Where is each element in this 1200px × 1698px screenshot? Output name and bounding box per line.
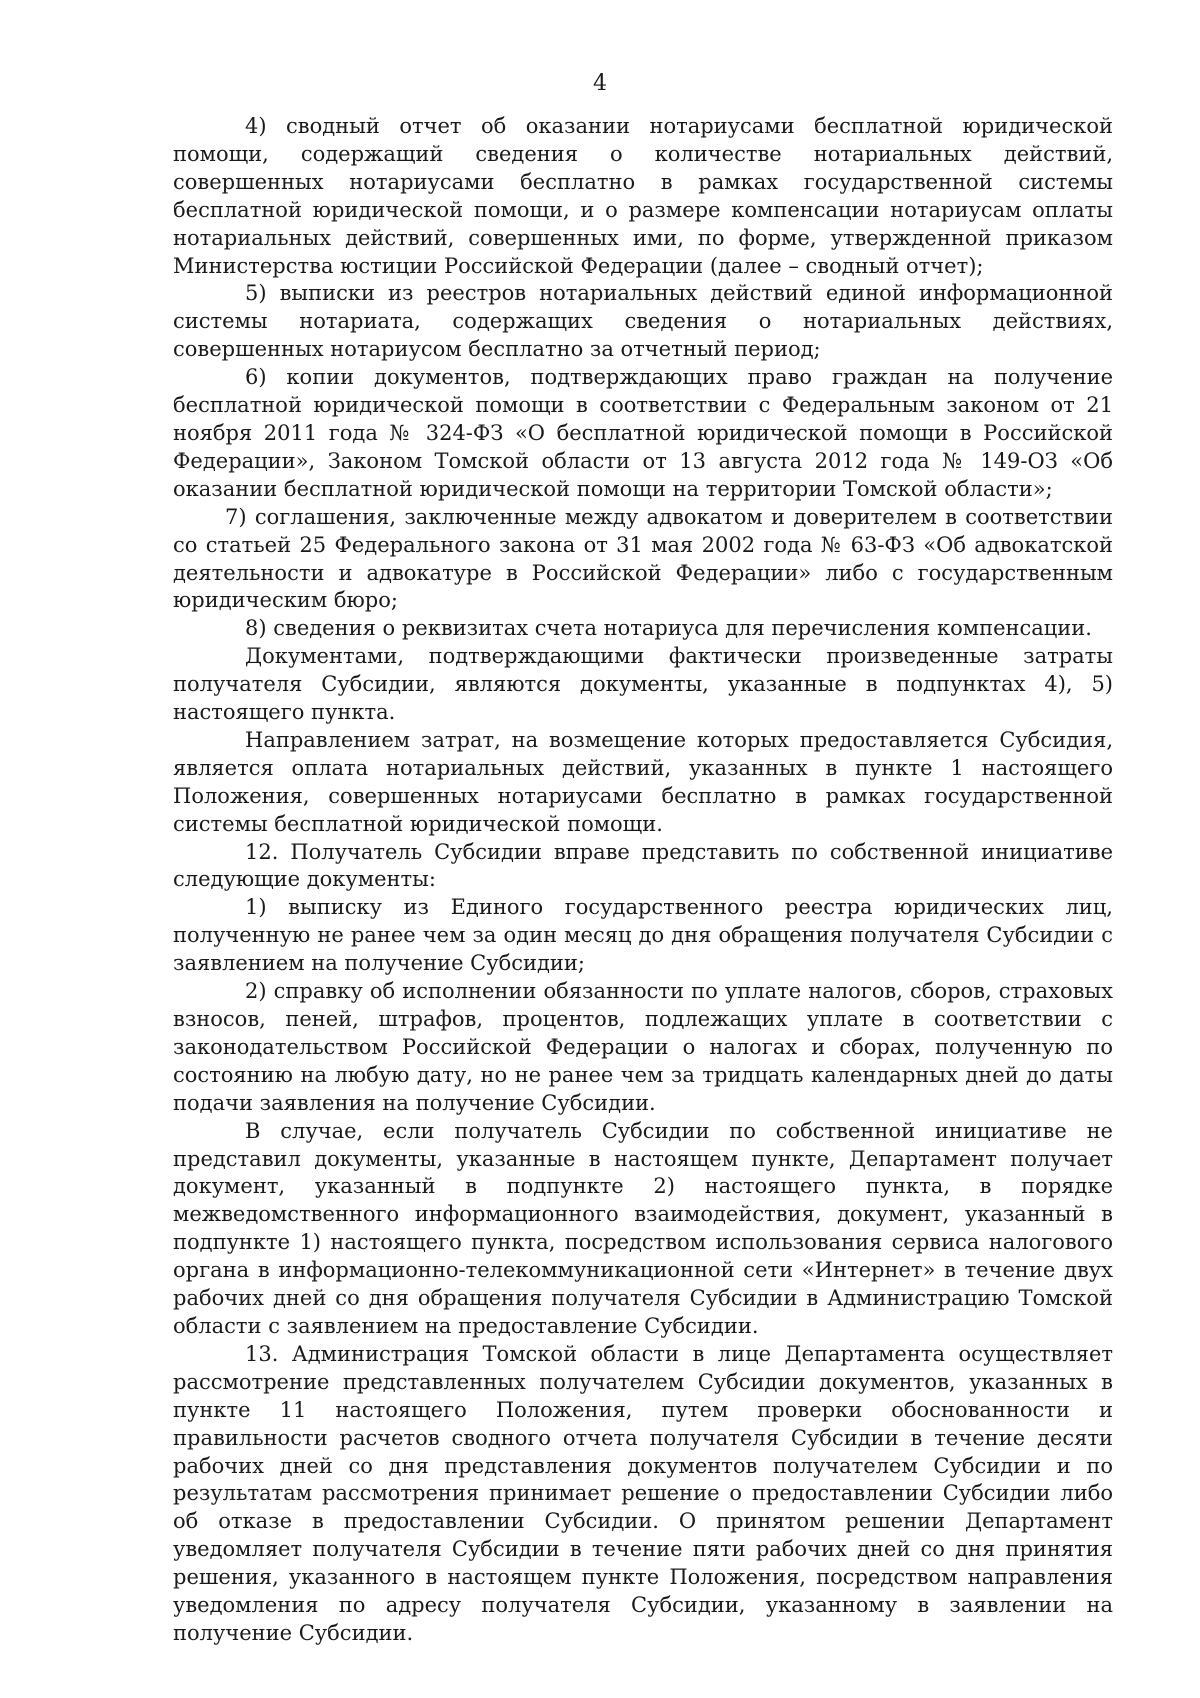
paragraph-item-4-summary-report: 4) сводный отчет об оказании нотариусами бесплатной юридической помощи, содержащий сведения о количестве нотариальных действий, совершенных нотариусами бесплатно в рамках государственной системы бесплатной юридической помощи, и о размере компенсации нотариусам оплаты нотариальных действий, совершенных ими, по форме, утвержденной приказом Министерства юстиции Российской Федерации (далее – сводный отчет); (173, 114, 1113, 278)
document-body (173, 113, 1113, 1648)
paragraph-interagency-request: В случае, если получатель Субсидии по собственной инициативе не представил документы, указанные в настоящем пункте, Департамент получает документ, указанный в подпункте 2) настоящего пункта, в порядке межведомственного информационного взаимодействия, документ, указанный в подпункте 1) настоящего пункта, посредством использования сервиса налогового органа в информационно-телекоммуникационной сети «Интернет» в течение двух рабочих дней со дня обращения получателя Субсидии в Администрацию Томской области с заявлением на предоставление Субсидии. (173, 1118, 1113, 1338)
paragraph-supporting-documents: Документами, подтверждающими фактически произведенные затраты получателя Субсидии, являются документы, указанные в подпунктах 4), 5) настоящего пункта. (173, 644, 1113, 725)
paragraph-item-5-registry-extracts: 5) выписки из реестров нотариальных действий единой информационной системы нотариата, содержащих сведения о нотариальных действиях, совершенных нотариусом бесплатно за отчетный период; (173, 281, 1113, 362)
paragraph-section-13: 13. Администрация Томской области в лице Департамента осуществляет рассмотрение представленных получателем Субсидии документов, указанных в пункте 11 настоящего Положения, путем проверки обоснованности и правильности расчетов сводного отчета получателя Субсидии в течение десяти рабочих дней со дня представления документов получателем Субсидии и по результатам рассмотрения принимает решение о предоставлении Субсидии либо об отказе в предоставлении Субсидии. О принятом решении Департамент уведомляет получателя Субсидии в течение пяти рабочих дней со дня принятия решения, указанного в настоящем пункте Положения, посредством направления уведомления по адресу получателя Субсидии, указанному в заявлении на получение Субсидии. (173, 1341, 1113, 1645)
page-number: 4 (593, 71, 607, 96)
paragraph-cost-direction: Направлением затрат, на возмещение которых предоставляется Субсидия, является оплата нотариальных действий, указанных в пункте 1 настоящего Положения, совершенных нотариусами бесплатно в рамках государственной системы бесплатной юридической помощи. (173, 727, 1113, 836)
paragraph-section-12: 12. Получатель Субсидии вправе представить по собственной инициативе следующие документы: (173, 839, 1113, 892)
paragraph-section-12-item-2: 2) справку об исполнении обязанности по уплате налогов, сборов, страховых взносов, пеней, штрафов, процентов, подлежащих уплате в соответствии с законодательством Российской Федерации о налогах и сборах, полученную по состоянию на любую дату, но не ранее чем за тридцать календарных дней до даты подачи заявления на получение Субсидии. (173, 979, 1113, 1115)
paragraph-section-12-item-1: 1) выписку из Единого государственного реестра юридических лиц, полученную не ранее чем за один месяц до дня обращения получателя Субсидии с заявлением на получение Субсидии; (173, 895, 1113, 976)
paragraph-item-6-document-copies: 6) копии документов, подтверждающих право граждан на получение бесплатной юридической помощи в соответствии с Федеральным законом от 21 ноября 2011 года № 324-ФЗ «О бесплатной юридической помощи в Российской Федерации», Законом Томской области от 13 августа 2012 года № 149-ОЗ «Об оказании бесплатной юридической помощи на территории Томской области»; (173, 365, 1113, 501)
paragraph-item-8-account-details: 8) сведения о реквизитах счета нотариуса для перечисления компенсации. (245, 616, 1092, 641)
paragraph-item-7-agreements: 7) соглашения, заключенные между адвокатом и доверителем в соответствии со статьей 25 Федерального закона от 31 мая 2002 года № 63-ФЗ «Об адвокатской деятельности и адвокатуре в Российской Федерации» либо с государственным юридическим бюро; (173, 504, 1113, 613)
